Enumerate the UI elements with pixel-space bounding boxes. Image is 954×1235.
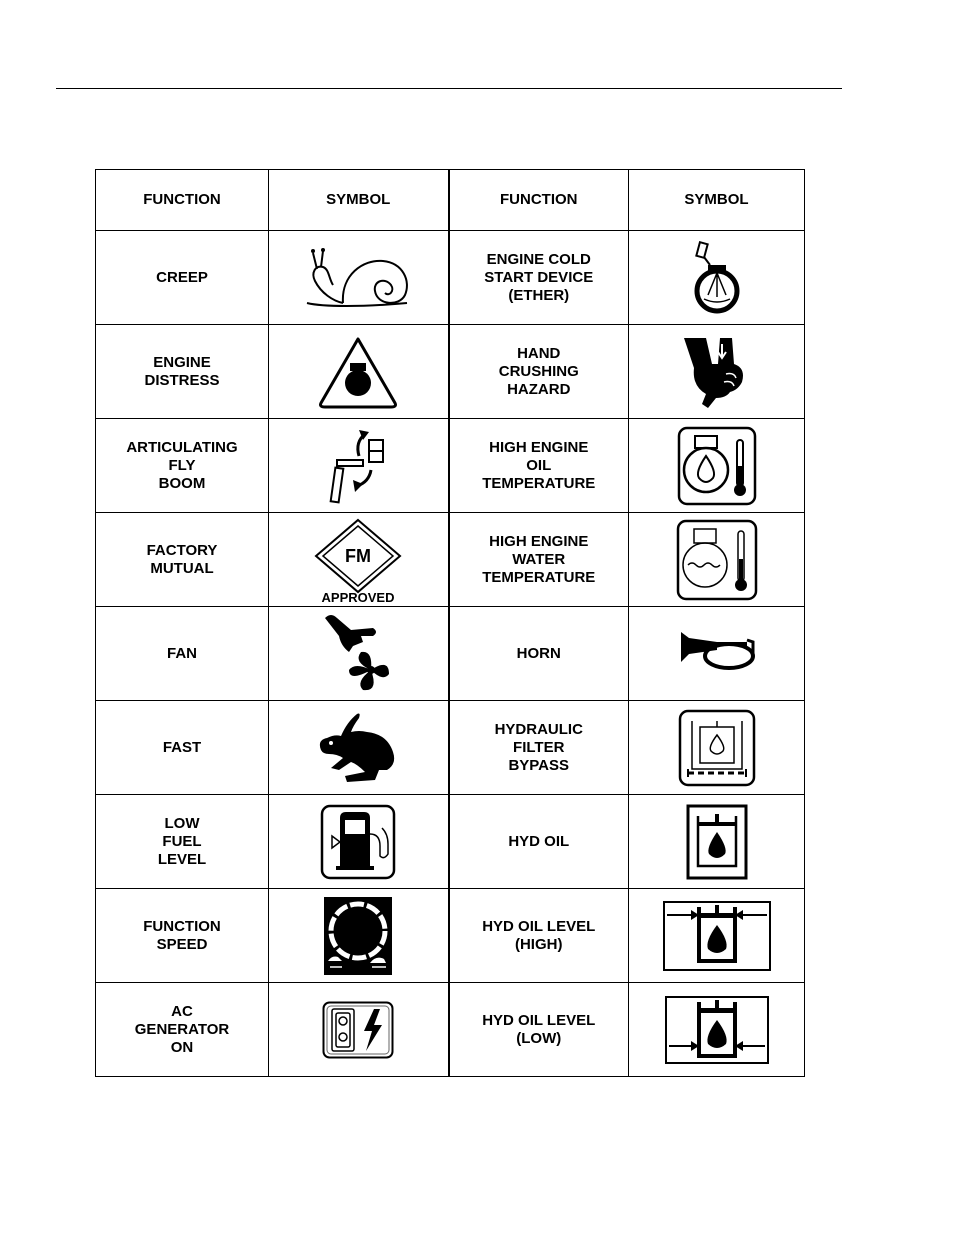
function-cell bbox=[96, 325, 269, 419]
symbol-cell bbox=[269, 513, 449, 607]
table-row bbox=[96, 701, 805, 795]
function-cell bbox=[449, 889, 629, 983]
symbol-cell bbox=[629, 795, 805, 889]
filter-bypass-icon bbox=[678, 709, 756, 787]
hyd-oil-high-icon bbox=[663, 901, 771, 971]
water-temp-icon bbox=[676, 519, 758, 601]
function-label: HYD OIL LEVEL (HIGH) bbox=[482, 917, 596, 953]
table-row bbox=[96, 419, 805, 513]
function-label: FACTORY MUTUAL bbox=[146, 541, 218, 577]
header-function-right: FUNCTION bbox=[449, 170, 629, 231]
function-cell bbox=[96, 795, 269, 889]
fm-approved-icon bbox=[310, 516, 406, 604]
function-label: HIGH ENGINE OIL TEMPERATURE bbox=[482, 438, 596, 492]
table-row bbox=[96, 513, 805, 607]
function-label: ARTICULATING FLY BOOM bbox=[126, 438, 238, 492]
table-row bbox=[96, 231, 805, 325]
function-cell bbox=[449, 419, 629, 513]
function-label: HYD OIL LEVEL (LOW) bbox=[482, 1011, 596, 1047]
symbol-cell bbox=[269, 231, 449, 325]
hand-crush-icon bbox=[682, 334, 752, 410]
hyd-oil-low-icon bbox=[665, 996, 769, 1064]
fuel-pump-icon bbox=[320, 804, 396, 880]
top-rule bbox=[56, 88, 842, 89]
symbol-cell bbox=[269, 983, 449, 1077]
symbol-cell bbox=[629, 889, 805, 983]
table-row bbox=[96, 889, 805, 983]
rabbit-icon bbox=[317, 710, 399, 786]
header-symbol-right: SYMBOL bbox=[629, 170, 805, 231]
function-label: ENGINE COLD START DEVICE (ETHER) bbox=[484, 250, 594, 304]
symbol-cell bbox=[629, 231, 805, 325]
symbol-cell bbox=[269, 795, 449, 889]
function-label: FAST bbox=[162, 738, 202, 756]
symbol-cell bbox=[629, 419, 805, 513]
header-symbol-left: SYMBOL bbox=[269, 170, 449, 231]
symbol-cell bbox=[269, 701, 449, 795]
function-label: HIGH ENGINE WATER TEMPERATURE bbox=[482, 532, 596, 586]
fly-boom-icon bbox=[327, 426, 389, 506]
function-cell bbox=[96, 889, 269, 983]
fm-badge-text: FM bbox=[345, 545, 372, 566]
symbol-cell bbox=[629, 983, 805, 1077]
function-cell bbox=[96, 513, 269, 607]
function-cell bbox=[96, 607, 269, 701]
function-label: CREEP bbox=[156, 268, 208, 286]
symbol-cell bbox=[269, 889, 449, 983]
ac-generator-icon bbox=[322, 1001, 394, 1059]
function-label: HORN bbox=[516, 644, 561, 662]
function-label: FAN bbox=[167, 644, 197, 662]
function-cell bbox=[449, 325, 629, 419]
table-row bbox=[96, 607, 805, 701]
function-label: ENGINE DISTRESS bbox=[144, 353, 220, 389]
header-row bbox=[96, 170, 805, 231]
fan-icon bbox=[323, 612, 393, 696]
fm-badge-caption: APPROVED bbox=[321, 589, 395, 604]
function-label: HYD OIL bbox=[508, 832, 570, 850]
symbol-cell bbox=[629, 701, 805, 795]
function-cell bbox=[96, 983, 269, 1077]
table-row bbox=[96, 795, 805, 889]
symbol-cell bbox=[269, 325, 449, 419]
symbol-cell bbox=[629, 607, 805, 701]
function-cell bbox=[449, 983, 629, 1077]
function-label: FUNCTION SPEED bbox=[143, 917, 221, 953]
function-label: LOW FUEL LEVEL bbox=[157, 814, 207, 868]
function-cell bbox=[449, 231, 629, 325]
function-cell bbox=[96, 701, 269, 795]
function-cell bbox=[449, 795, 629, 889]
snail-icon bbox=[303, 245, 413, 311]
function-label: HAND CRUSHING HAZARD bbox=[498, 344, 579, 398]
function-label: HYDRAULIC FILTER BYPASS bbox=[494, 720, 583, 774]
table-row bbox=[96, 325, 805, 419]
function-cell bbox=[449, 701, 629, 795]
symbol-cell bbox=[269, 607, 449, 701]
engine-ether-icon bbox=[690, 241, 744, 315]
function-label: AC GENERATOR ON bbox=[134, 1002, 230, 1056]
function-cell bbox=[449, 607, 629, 701]
symbol-cell bbox=[629, 325, 805, 419]
function-cell bbox=[96, 419, 269, 513]
hyd-oil-icon bbox=[686, 804, 748, 880]
engine-distress-icon bbox=[317, 335, 399, 409]
function-speed-icon bbox=[324, 897, 392, 975]
symbol-cell bbox=[629, 513, 805, 607]
function-cell bbox=[96, 231, 269, 325]
symbol-cell bbox=[269, 419, 449, 513]
header-function-left: FUNCTION bbox=[96, 170, 269, 231]
function-cell bbox=[449, 513, 629, 607]
table-row bbox=[96, 983, 805, 1077]
symbol-table bbox=[95, 169, 805, 1077]
oil-temp-icon bbox=[677, 426, 757, 506]
horn-icon bbox=[677, 628, 757, 680]
